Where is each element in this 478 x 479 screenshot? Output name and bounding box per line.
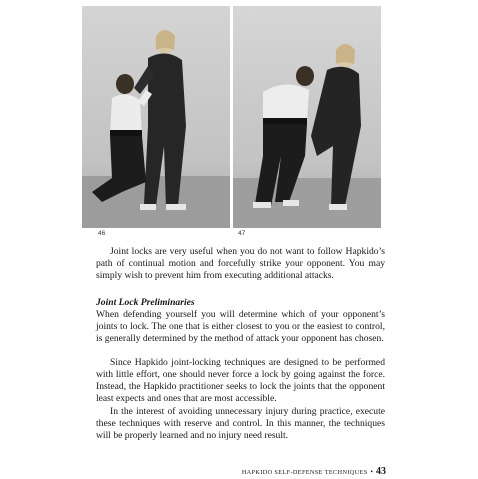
paragraph-intro: Joint locks are very useful when you do not want to follow Hapkido’s path of continual motion and forcefully strike your opponent. You may simply wish to prevent him from executing additional attacks. [96, 246, 385, 282]
paragraph-practice-safety: In the interest of avoiding unnecessary injury during practice, execute these techniques with reserve and control. In this manner, the techniques will be properly learned and no injury need result. [96, 406, 385, 442]
running-head: HAPKIDO SELF-DEFENSE TECHNIQUES [241, 469, 368, 476]
section-heading: Joint Lock Preliminaries [96, 297, 195, 308]
paragraph-joint-selection: When defending yourself you will determine which of your opponent’s joints to lock. The one that is either closest to you or the easiest to control, is generally determined by the method of attack your opponent has chosen. [96, 309, 385, 345]
footer-bullet: • [370, 468, 373, 476]
paragraph-effortless-locks: Since Hapkido joint-locking techniques are designed to be performed with little effort, one should never force a lock by going against the force. Instead, the Hapkido practitioner seeks to lock the joints that the opponent least expects and ones that are most accessible. [96, 357, 385, 405]
page-footer [226, 461, 386, 479]
figure-46-photo [82, 6, 230, 228]
figure-caption-47: 47 [238, 230, 246, 237]
photo-illustration-knee-strike [233, 6, 381, 228]
figure-47-photo [233, 6, 381, 228]
page-number: 43 [376, 466, 386, 477]
photo-illustration-kneeling-defender [82, 6, 230, 228]
figure-caption-46: 46 [98, 230, 106, 237]
